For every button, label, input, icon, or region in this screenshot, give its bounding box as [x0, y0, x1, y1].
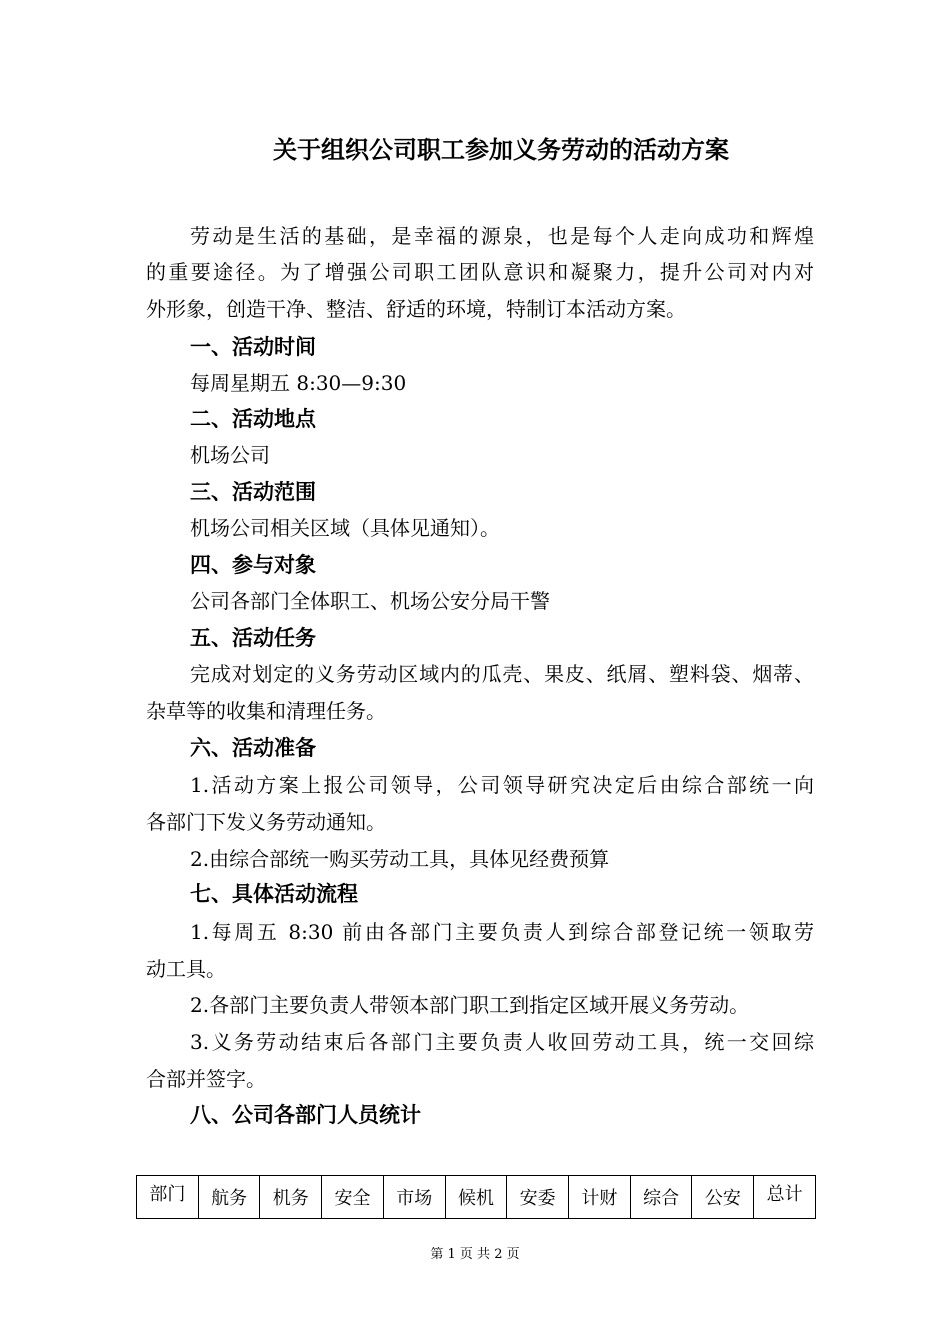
table-cell: 公安: [692, 1176, 754, 1219]
intro-line-3: 外形象，创造干净、整洁、舒适的环境，特制订本活动方案。: [146, 297, 686, 321]
section-4-text: 公司各部门全体职工、机场公安分局干警: [190, 589, 550, 613]
document-title: 关于组织公司职工参加义务劳动的活动方案: [273, 136, 729, 164]
section-3-heading: 三、活动范围: [190, 480, 316, 504]
table-cell: 总计: [754, 1176, 816, 1219]
table-cell: 候机: [445, 1176, 507, 1219]
section-8-heading: 八、公司各部门人员统计: [190, 1103, 421, 1127]
table-cell: 市场: [383, 1176, 445, 1219]
table-cell: 机务: [260, 1176, 322, 1219]
section-7-text-2: 动工具。: [146, 957, 226, 981]
table-cell: 安全: [322, 1176, 384, 1219]
page-footer: 第 1 页 共 2 页: [430, 1247, 520, 1262]
section-7-heading: 七、具体活动流程: [190, 882, 358, 906]
section-7-text-3: 2.各部门主要负责人带领本部门职工到指定区域开展义务劳动。: [190, 993, 750, 1017]
section-4-heading: 四、参与对象: [190, 553, 316, 577]
table-cell: 综合: [630, 1176, 692, 1219]
section-6-text-3: 2.由综合部统一购买劳动工具，具体见经费预算: [190, 847, 610, 871]
table-cell: 航务: [198, 1176, 260, 1219]
section-6-text-1: 1.活动方案上报公司领导，公司领导研究决定后由综合部统一向: [190, 773, 814, 797]
section-1-heading: 一、活动时间: [190, 335, 316, 359]
section-5-heading: 五、活动任务: [190, 626, 316, 650]
table-cell: 部门: [137, 1176, 199, 1219]
section-7-text-4: 3.义务劳动结束后各部门主要负责人收回劳动工具，统一交回综: [190, 1030, 814, 1054]
department-staff-table: [136, 1175, 816, 1219]
section-2-text: 机场公司: [190, 443, 270, 467]
intro-line-1: 劳动是生活的基础，是幸福的源泉，也是每个人走向成功和辉煌: [190, 224, 814, 248]
section-3-text: 机场公司相关区域（具体见通知）。: [190, 516, 500, 540]
section-6-heading: 六、活动准备: [190, 736, 316, 760]
section-5-text-1: 完成对划定的义务劳动区域内的瓜壳、果皮、纸屑、塑料袋、烟蒂、: [190, 662, 814, 686]
table-cell: 安委: [507, 1176, 569, 1219]
table-cell: 计财: [569, 1176, 631, 1219]
section-5-text-2: 杂草等的收集和清理任务。: [146, 699, 386, 723]
section-2-heading: 二、活动地点: [190, 407, 316, 431]
section-1-text: 每周星期五 8:30—9:30: [190, 371, 407, 395]
section-7-text-5: 合部并签字。: [146, 1067, 266, 1091]
intro-line-2: 的重要途径。为了增强公司职工团队意识和凝聚力，提升公司对内对: [146, 260, 814, 284]
section-7-text-1: 1.每周五 8:30 前由各部门主要负责人到综合部登记统一领取劳: [190, 920, 814, 944]
table-header-row: [137, 1176, 816, 1219]
section-6-text-2: 各部门下发义务劳动通知。: [146, 810, 386, 834]
